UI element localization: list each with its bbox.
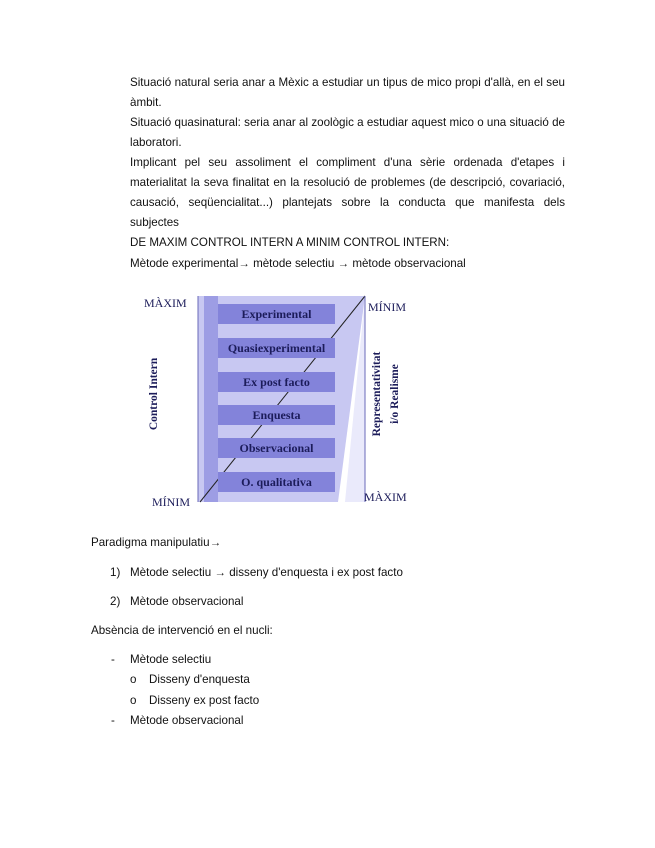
box-label-ex-post-facto: Ex post facto [243, 375, 310, 389]
bullet-3-text: Disseny ex post facto [149, 694, 260, 707]
box-label-quasiexperimental: Quasiexperimental [227, 341, 326, 355]
bullet-2-marker: o [130, 673, 137, 686]
paragraph-quasinatural-situation: Situació quasinatural: seria anar al zoològic a estudiar aquest mico o una situació de laboratori. [130, 116, 565, 149]
box-label-o-qualitativa: O. qualitativa [241, 475, 312, 489]
numbered-item-2-number: 2) [110, 595, 121, 608]
paradigm-line: Paradigma manipulatiu→ [91, 536, 222, 549]
box-label-enquesta: Enquesta [252, 408, 301, 422]
bullet-1-marker: - [111, 653, 115, 666]
bullet-4-marker: - [111, 714, 115, 727]
bullet-3-marker: o [130, 694, 137, 707]
right-bottom-label: MÀXIM [364, 490, 407, 504]
numbered-item-1-number: 1) [110, 566, 121, 579]
paragraph-natural-situation: Situació natural seria anar a Mèxic a estudiar un tipus de mico propi d'allà, en el seu àmbit. [130, 76, 565, 109]
left-axis-label: Control Intern [148, 357, 160, 431]
right-axis-label-2: i/o Realisme [389, 364, 401, 424]
right-top-label: MÍNIM [368, 300, 406, 314]
diagram-left-band [204, 296, 218, 502]
right-axis-label-1: Representativitat [371, 351, 383, 437]
numbered-item-2-text: Mètode observacional [130, 595, 244, 608]
box-label-experimental: Experimental [241, 307, 312, 321]
control-heading: DE MAXIM CONTROL INTERN A MINIM CONTROL INTERN: [130, 236, 450, 249]
bullet-4-text: Mètode observacional [130, 714, 244, 727]
numbered-item-1-text: Mètode selectiu → disseny d'enquesta i ex post facto [130, 566, 403, 579]
bullet-2-text: Disseny d'enquesta [149, 673, 250, 686]
paragraph-implication: Implicant pel seu assoliment el compliment d'una sèrie ordenada d'etapes i materialitat la seva finalitat en la resolució de problemes (de descripció, covariació, causació, seqüencialitat...) plantejats sobre la conducta que manifesta dels subjectes [130, 156, 565, 229]
absence-line: Absència de intervenció en el nucli: [91, 624, 273, 637]
box-label-observacional: Observacional [239, 441, 314, 455]
control-intern-diagram [140, 290, 420, 515]
methods-line: Mètode experimental→ mètode selectiu → mètode observacional [130, 257, 466, 270]
bullet-1-text: Mètode selectiu [130, 653, 212, 666]
left-bottom-label: MÍNIM [152, 495, 190, 509]
left-top-label: MÀXIM [144, 296, 187, 310]
